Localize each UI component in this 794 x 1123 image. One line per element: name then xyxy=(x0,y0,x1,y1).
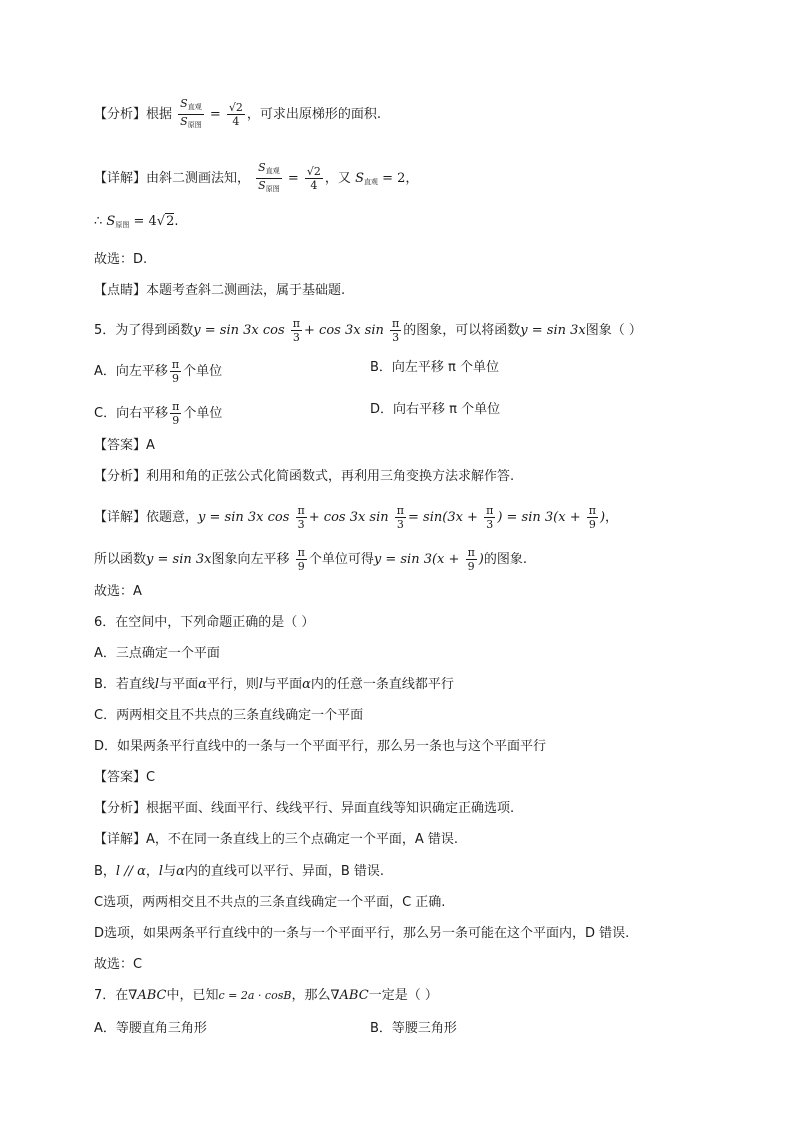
detail-line-1: 【详解】由斜二测画法知， $\frac{S_{直观}}{S_{原图}}$ = $\frac{√2}{4}$ ，又 $S_{直观} = 2$， xyxy=(94,161,419,193)
detail-tag: 【详解】 xyxy=(94,171,147,186)
q5-option-a: A．向左平移 $\frac{\pi}{9}$ 个单位 xyxy=(94,358,223,385)
q5-detail-2: 所以函数y = sin 3x图象向左平移 $\frac{\pi}{9}$ 个单位可得y = sin 3(x + $\frac{\pi}{9}$ )的图象. xyxy=(94,546,528,573)
q6-detail-1: 【详解】A，不在同一条直线上的三个点确定一个平面，A 错误. xyxy=(94,832,459,847)
sqrt2-over-4: $\frac{√2}{4}$ xyxy=(228,101,243,128)
analysis-tag: 【分析】 xyxy=(94,107,147,122)
dianjing-line: 【点睛】本题考查斜二测画法，属于基础题. xyxy=(94,283,346,298)
q5-option-b: B．向左平移 π 个单位 xyxy=(370,360,500,375)
q6-detail-2: B，l // α，l与α内的直线可以平行、异面，B 错误. xyxy=(94,864,385,879)
q6-detail-4: D选项，如果两条平行直线中的一条与一个平面平行，那么另一条可能在这个平面内，D 错误. xyxy=(94,926,630,941)
q7-option-b: B．等腰三角形 xyxy=(370,1021,457,1036)
q6-option-a: A．三点确定一个平面 xyxy=(94,646,220,661)
q6-detail-3: C选项，两两相交且不共点的三条直线确定一个平面，C 正确. xyxy=(94,895,446,910)
q5-detail-1: 【详解】依题意，y = sin 3x cos $\frac{\pi}{3}$ + cos 3x sin $\frac{\pi}{3}$ = sin(3x + $\frac{\pi}{3}$ ) = sin 3(x + $\frac{\pi}{9}$ )， xyxy=(94,504,619,531)
q6-answer: 【答案】C xyxy=(94,770,156,785)
q5-choose: 故选：A xyxy=(94,584,142,599)
analysis-line-1: 【分析】根据 $\frac{S_{直观}}{S_{原图}}$ = $\frac{√2}{4}$ ，可求出原梯形的面积. xyxy=(94,97,381,132)
q6-option-b: B．若直线l与平面α平行，则l与平面α内的任意一条直线都平行 xyxy=(94,677,454,692)
q5-option-d: D．向右平移 π 个单位 xyxy=(370,402,501,417)
q6-analysis: 【分析】根据平面、线面平行、线线平行、异面直线等知识确定正确选项. xyxy=(94,801,515,816)
q6-option-c: C．两两相交且不共点的三条直线确定一个平面 xyxy=(94,708,364,723)
dianjing-tag: 【点睛】 xyxy=(94,283,147,298)
q5-option-c: C．向右平移 $\frac{\pi}{9}$ 个单位 xyxy=(94,400,223,427)
q5-answer: 【答案】A xyxy=(94,438,155,453)
q6-option-d: D．如果两条平行直线中的一条与一个平面平行，那么另一条也与这个平面平行 xyxy=(94,739,547,754)
q5-options-row-1 xyxy=(94,358,222,385)
q7-stem: 7．在∇ABC中，已知c = 2a · cosB，那么∇ABC一定是（ ） xyxy=(94,988,438,1003)
q5-analysis: 【分析】利用和角的正弦公式化简函数式，再利用三角变换方法求解作答. xyxy=(94,469,515,484)
q5-stem: 5．为了得到函数y = sin 3x cos $\frac{\pi}{3}$ + cos 3x sin $\frac{\pi}{3}$ 的图象，可以将函数y = sin 3x图象（ ） xyxy=(94,317,642,344)
ratio-fraction: $\frac{S_{直观}}{S_{原图}}$ xyxy=(180,97,202,129)
q6-choose: 故选：C xyxy=(94,957,143,972)
q6-stem: 6．在空间中，下列命题正确的是（ ） xyxy=(94,615,315,630)
q7-option-a: A．等腰直角三角形 xyxy=(94,1021,207,1036)
detail-line-2: ∴ $S_{原图} = 4√2$. xyxy=(94,214,179,229)
choose-1: 故选：D. xyxy=(94,252,148,267)
